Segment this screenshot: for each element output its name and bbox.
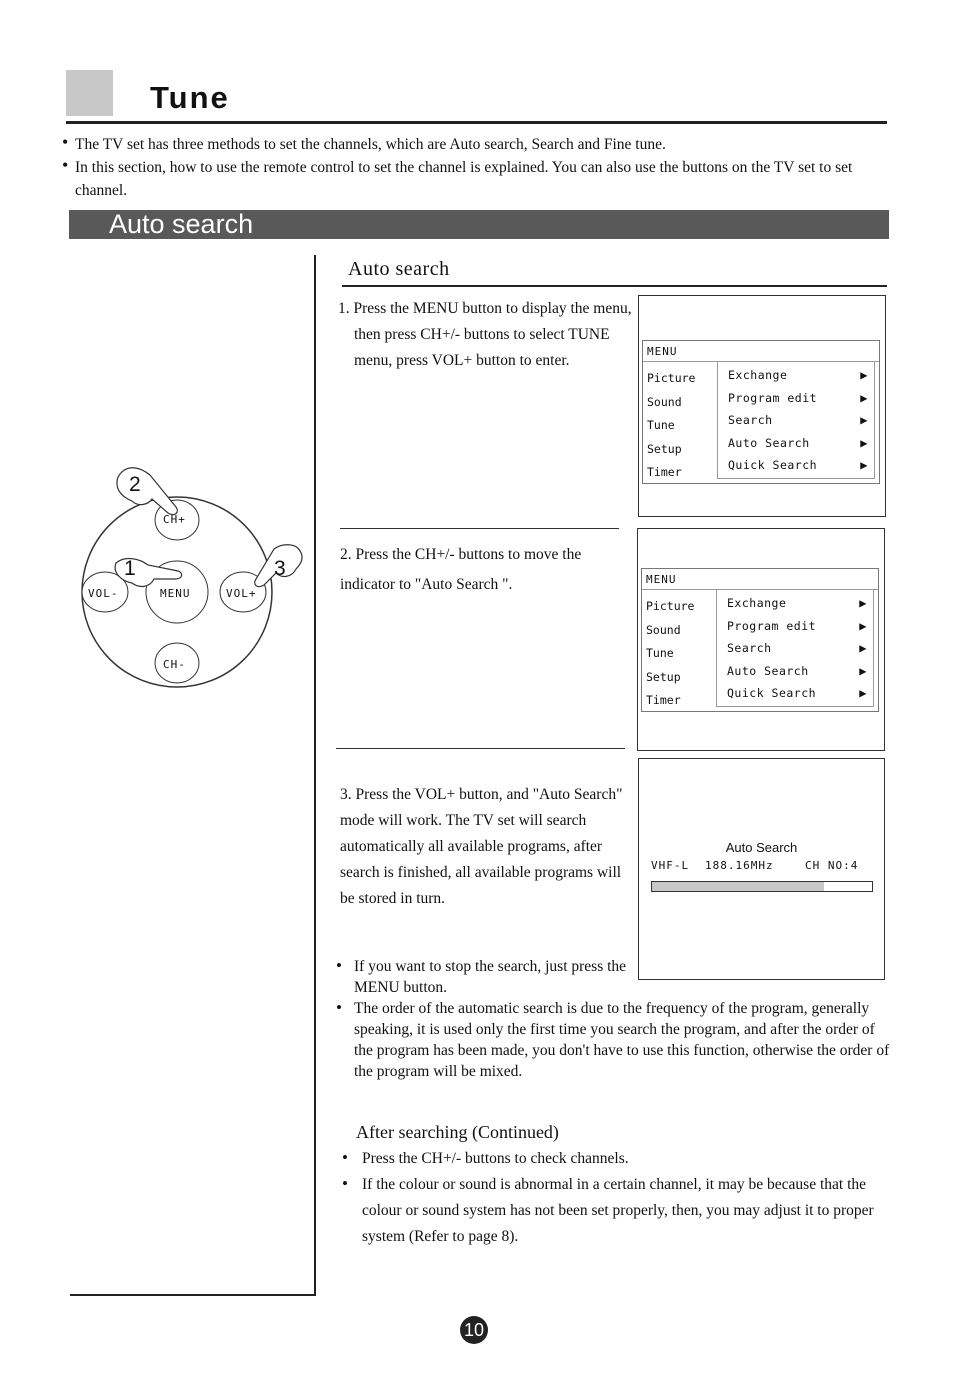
arrow-right-icon: ▶ — [859, 664, 867, 678]
menu-item-tune: Tune — [647, 418, 675, 432]
callout-1: 1 — [124, 557, 136, 580]
menu-sub-item — [727, 664, 867, 678]
intro-text — [62, 133, 892, 202]
intro-bullet-1: • The TV set has three methods to set the channels, which are Auto search, Search and Fine tune. — [62, 133, 892, 156]
callout-2: 2 — [129, 473, 141, 496]
menu-screen-1 — [638, 295, 886, 517]
menu-item-sound: Sound — [646, 622, 681, 637]
remote-illustration — [70, 455, 310, 695]
arrow-right-icon: ▶ — [860, 436, 868, 450]
menu-sub-item — [728, 458, 868, 472]
menu-sub-label: Exchange — [727, 596, 787, 610]
title-rule — [66, 121, 887, 124]
channel-label: CH NO:4 — [805, 859, 859, 872]
bottom-rule — [70, 1294, 316, 1296]
menu-screen-2 — [637, 528, 885, 751]
column-divider — [314, 255, 316, 1295]
arrow-right-icon: ▶ — [860, 413, 868, 427]
menu-sub-label: Auto Search — [728, 436, 810, 450]
menu-sub-item — [728, 368, 868, 382]
note-1 — [336, 956, 636, 998]
menu-sub-item — [727, 686, 867, 700]
ch-plus-label: CH+ — [163, 513, 186, 526]
menu-panel-2 — [641, 568, 879, 712]
arrow-right-icon: ▶ — [860, 368, 868, 382]
note-2-text: • The order of the automatic search is due to the frequency of the program, generally speaking, it is used only the first time you search the program, and after the order of the program has been made, you don't have to use this function, otherwise the order of the program will be mixed. — [336, 998, 892, 1082]
auto-search-screen — [638, 758, 885, 980]
step-1-text — [338, 296, 636, 374]
menu-item-sound: Sound — [647, 394, 682, 409]
step-divider — [340, 528, 619, 529]
menu-item-timer: Timer — [647, 465, 682, 479]
menu-left-list-1 — [647, 367, 695, 485]
ch-minus-label: CH- — [163, 658, 186, 671]
menu-item-picture: Picture — [647, 371, 696, 385]
menu-sub-item — [728, 436, 868, 450]
section-title: Auto search — [348, 258, 450, 280]
menu-right-list-2 — [716, 589, 874, 707]
arrow-right-icon: ▶ — [860, 391, 868, 405]
after-bullet-1-text: • Press the CH+/- buttons to check channels. — [342, 1146, 887, 1172]
menu-item-setup: Setup — [647, 441, 682, 456]
section-banner-label: Auto search — [109, 209, 254, 239]
menu-sub-label: Program edit — [728, 391, 818, 405]
menu-header-label-1: MENU — [647, 345, 678, 358]
menu-sub-label: Search — [728, 413, 773, 427]
note-2 — [336, 998, 892, 1082]
menu-left-list-2 — [646, 595, 694, 713]
search-progress-bar — [651, 881, 873, 892]
menu-sub-label: Quick Search — [728, 458, 818, 472]
menu-header-1 — [643, 341, 879, 362]
auto-search-title: Auto Search — [725, 840, 798, 855]
menu-label: MENU — [160, 587, 191, 600]
menu-sub-item — [728, 391, 868, 405]
arrow-right-icon: ▶ — [859, 596, 867, 610]
callout-3: 3 — [274, 557, 286, 580]
after-searching-title: After searching (Continued) — [356, 1122, 559, 1142]
intro-bullet-2: • In this section, how to use the remote control to set the channel is explained. You can also use the buttons on the TV set to set channel. — [62, 156, 892, 202]
section-banner — [69, 210, 889, 239]
after-bullet-2 — [342, 1172, 887, 1250]
menu-sub-item — [727, 641, 867, 655]
menu-header-2 — [642, 569, 878, 590]
page-title: Tune — [150, 80, 230, 115]
arrow-right-icon: ▶ — [859, 686, 867, 700]
vol-minus-label: VOL- — [88, 587, 119, 600]
menu-header-label-2: MENU — [646, 573, 677, 586]
vol-plus-label: VOL+ — [226, 587, 257, 600]
menu-item-picture: Picture — [646, 599, 695, 613]
menu-sub-item — [727, 619, 867, 633]
menu-sub-label: Quick Search — [727, 686, 817, 700]
menu-sub-item — [727, 596, 867, 610]
menu-item-timer: Timer — [646, 693, 681, 707]
menu-sub-label: Program edit — [727, 619, 817, 633]
menu-panel-1 — [642, 340, 880, 484]
menu-right-list-1 — [717, 361, 875, 479]
menu-item-setup: Setup — [646, 669, 681, 684]
menu-sub-label: Search — [727, 641, 772, 655]
note-1-text: • If you want to stop the search, just press the MENU button. — [336, 956, 636, 998]
page-number: 10 — [460, 1316, 488, 1344]
search-progress-fill — [652, 882, 824, 891]
arrow-right-icon: ▶ — [859, 619, 867, 633]
after-bullet-2-text: • If the colour or sound is abnormal in a certain channel, it may be because that the colour or sound system has not been set properly, then, you may adjust it to proper system (Refer to page 8). — [342, 1172, 887, 1250]
menu-sub-item — [728, 413, 868, 427]
step-2-text: 2. Press the CH+/- buttons to move the indicator to "Auto Search ". — [340, 546, 582, 593]
arrow-right-icon: ▶ — [860, 458, 868, 472]
section-title-rule — [342, 285, 887, 287]
frequency-label: 188.16MHz — [705, 859, 774, 872]
arrow-right-icon: ▶ — [859, 641, 867, 655]
menu-item-tune: Tune — [646, 646, 674, 660]
menu-sub-label: Auto Search — [727, 664, 809, 678]
menu-sub-label: Exchange — [728, 368, 788, 382]
title-decoration-box — [66, 70, 113, 116]
step-divider — [336, 748, 625, 749]
after-bullet-1 — [342, 1146, 887, 1172]
step-1-body: 1. Press the MENU button to display the menu, then press CH+/- buttons to select TUNE menu, press VOL+ button to enter. — [338, 300, 632, 369]
band-label: VHF-L — [651, 859, 690, 872]
step-3-text: 3. Press the VOL+ button, and "Auto Search" mode will work. The TV set will search automatically all available programs, after search is finished, all available programs will be stored in turn. — [340, 786, 623, 907]
